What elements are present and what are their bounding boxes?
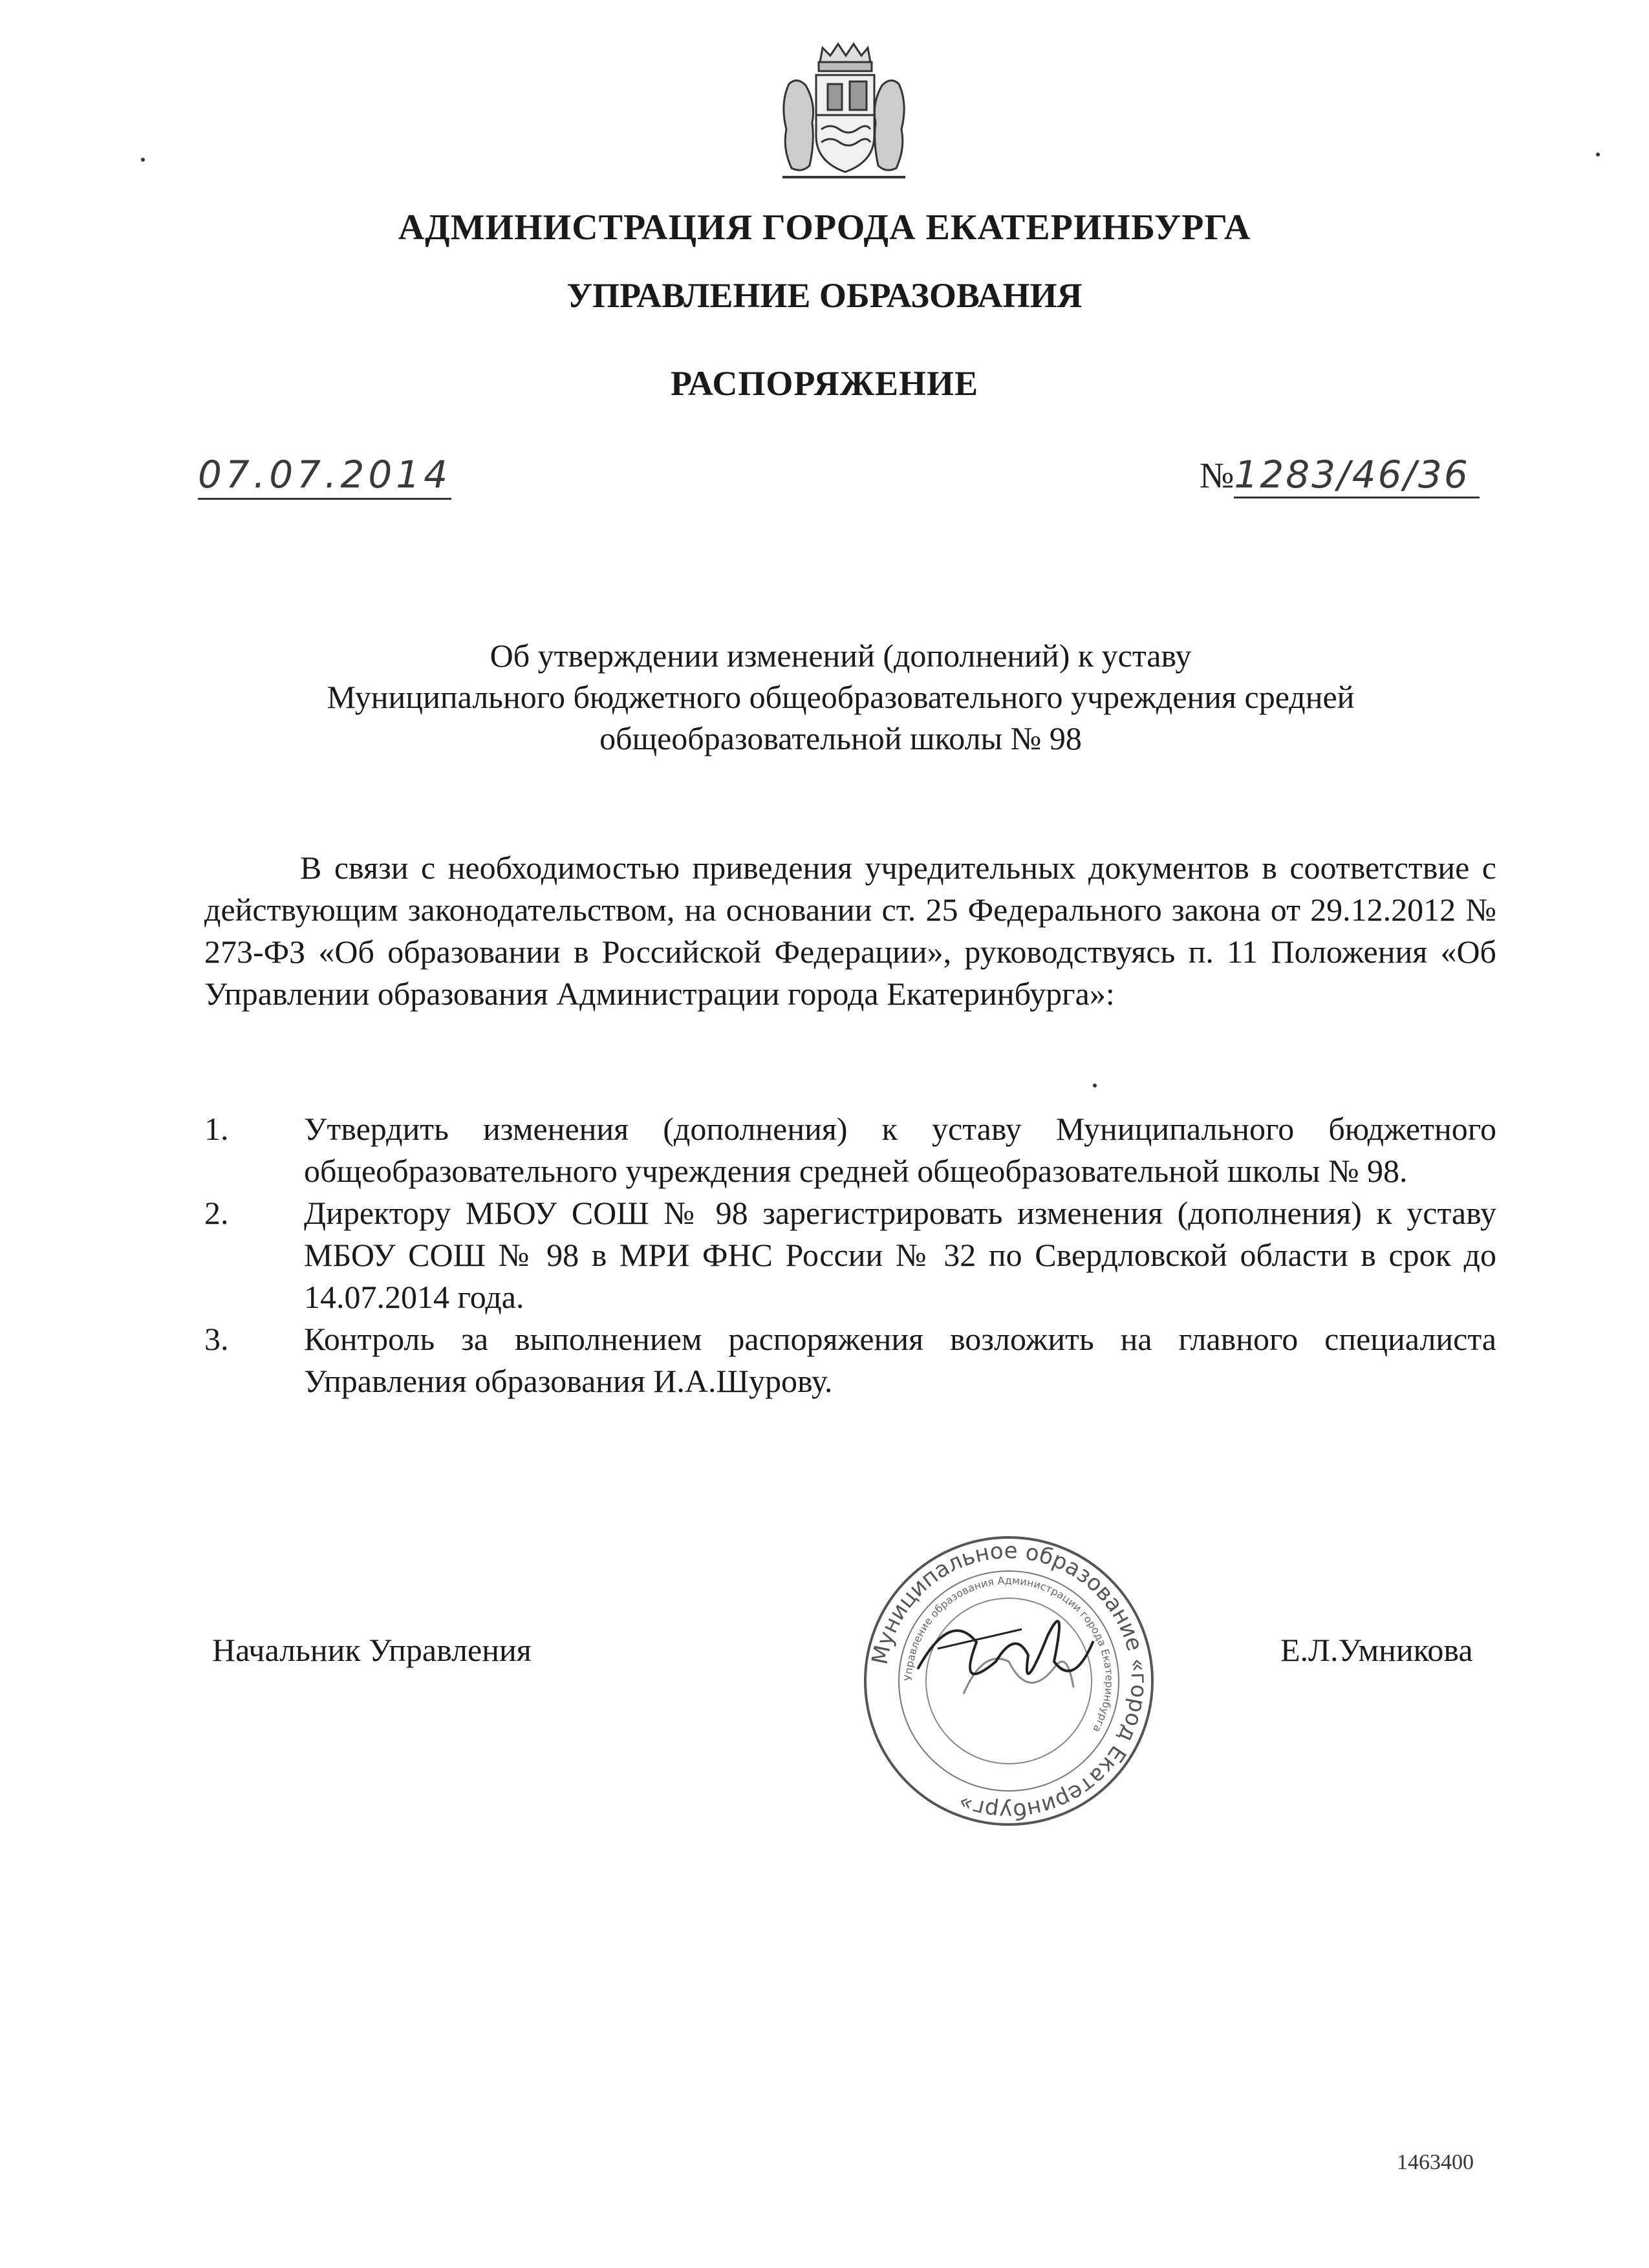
list-item-number: 3. bbox=[204, 1321, 229, 1357]
header-department: УПРАВЛЕНИЕ ОБРАЗОВАНИЯ bbox=[566, 276, 1083, 315]
registration-number: 1463400 bbox=[1397, 2150, 1474, 2174]
svg-text:Управление образования Админис: Управление образования Администрации города Екатеринбурга bbox=[901, 1574, 1116, 1735]
signatory-position: Начальник Управления bbox=[212, 1632, 532, 1668]
list-item bbox=[204, 1108, 1496, 1192]
scan-speck bbox=[141, 158, 145, 162]
number-prefix: № bbox=[1200, 456, 1234, 496]
preamble-paragraph: В связи с необходимостью приведения учредительных документов в соответствие с действующим законодательством, на основании ст. 25 Федерального закона от 29.12.2012 № 273-ФЗ «Об образовании в Российской Федерации», руководствуясь п. 11 Положения «Об Управлении образования Администрации города Екатеринбурга»: bbox=[204, 850, 1496, 1012]
document-date: 07.07.2014 bbox=[198, 453, 451, 500]
city-coat-of-arms bbox=[763, 39, 925, 194]
list-item-text: Контроль за выполнением распоряжения возложить на главного специалиста Управления образования И.А.Шурову. bbox=[304, 1321, 1496, 1399]
resolution-list bbox=[204, 1108, 1496, 1402]
scan-speck bbox=[1093, 1084, 1097, 1087]
signatory-name: Е.Л.Умникова bbox=[1280, 1632, 1473, 1668]
svg-text:Муниципальное образование «гор: Муниципальное образование «город Екатеринбург» bbox=[867, 1537, 1152, 1824]
official-seal bbox=[860, 1532, 1158, 1830]
list-item-text: Утвердить изменения (дополнения) к уставу Муниципального бюджетного общеобразовательного учреждения средней общеобразовательной школы № 98. bbox=[304, 1111, 1496, 1189]
title-line-2: Муниципального бюджетного общеобразовательного учреждения средней bbox=[327, 679, 1355, 715]
document-type: РАСПОРЯЖЕНИЕ bbox=[670, 364, 979, 403]
list-item-number: 1. bbox=[204, 1111, 229, 1147]
title-line-1: Об утверждении изменений (дополнений) к уставу bbox=[490, 637, 1192, 674]
list-item-text: Директору МБОУ СОШ № 98 зарегистрировать изменения (дополнения) к уставу МБОУ СОШ № 98 в МРИ ФНС России № 32 по Свердловской области в срок до 14.07.2014 года. bbox=[304, 1195, 1496, 1315]
scan-speck bbox=[1596, 153, 1600, 156]
number-value: 1283/46/36 bbox=[1234, 453, 1480, 498]
list-item bbox=[204, 1318, 1496, 1402]
document-number bbox=[1200, 453, 1480, 498]
document-title bbox=[181, 635, 1500, 759]
list-item-number: 2. bbox=[204, 1195, 229, 1231]
title-line-3: общеобразовательной школы № 98 bbox=[599, 720, 1082, 756]
header-administration: АДМИНИСТРАЦИЯ ГОРОДА ЕКАТЕРИНБУРГА bbox=[398, 208, 1251, 248]
list-item bbox=[204, 1192, 1496, 1318]
